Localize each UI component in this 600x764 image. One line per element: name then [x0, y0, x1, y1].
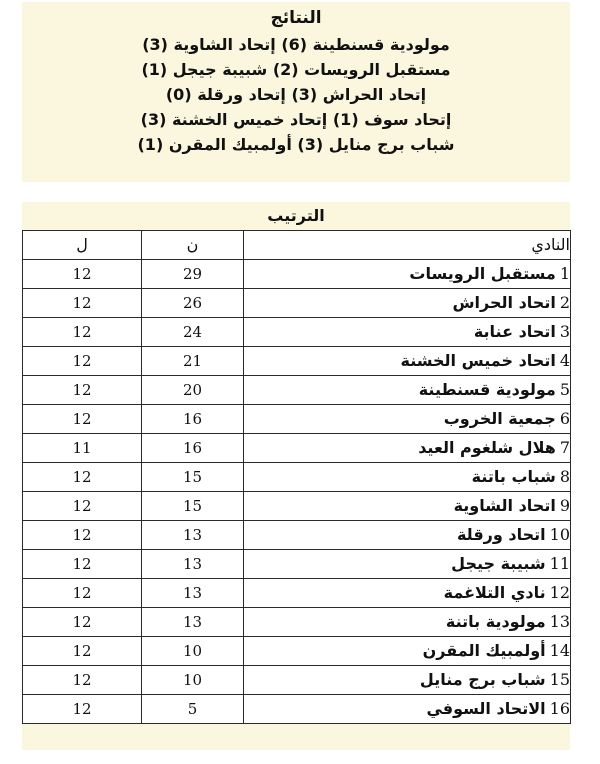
rank-number: 10 [549, 525, 570, 544]
club-cell [244, 289, 571, 318]
played-cell: 12 [23, 666, 142, 695]
rank-number: 7 [559, 438, 570, 457]
points-cell: 16 [142, 434, 244, 463]
club-cell [244, 318, 571, 347]
standings-title: الترتيب [267, 206, 325, 225]
club-name: هلال شلغوم العيد [418, 438, 556, 457]
rank-number: 14 [549, 641, 570, 660]
points-cell: 26 [142, 289, 244, 318]
column-header-points: ن [142, 231, 244, 260]
points-cell: 20 [142, 376, 244, 405]
column-header-club: النادي [244, 231, 571, 260]
table-row [23, 376, 571, 405]
club-cell [244, 463, 571, 492]
club-cell [244, 637, 571, 666]
club-name: جمعية الخروب [443, 409, 556, 428]
table-row [23, 318, 571, 347]
table-row [23, 695, 571, 724]
table-row [23, 289, 571, 318]
points-cell: 10 [142, 637, 244, 666]
points-cell: 13 [142, 521, 244, 550]
rank-number: 9 [559, 496, 570, 515]
points-cell: 24 [142, 318, 244, 347]
results-section [22, 2, 570, 182]
rank-number: 15 [549, 670, 570, 689]
table-row [23, 550, 571, 579]
played-cell: 12 [23, 405, 142, 434]
club-name: شباب برج منايل [419, 670, 546, 689]
club-name: اتحاد عنابة [473, 322, 556, 341]
played-cell: 11 [23, 434, 142, 463]
club-cell [244, 434, 571, 463]
played-cell: 12 [23, 695, 142, 724]
standings-body [23, 260, 571, 724]
rank-number: 1 [559, 264, 570, 283]
points-cell: 15 [142, 492, 244, 521]
points-cell: 15 [142, 463, 244, 492]
column-header-played: ل [23, 231, 142, 260]
table-row [23, 637, 571, 666]
played-cell: 12 [23, 376, 142, 405]
club-cell [244, 579, 571, 608]
rank-number: 13 [549, 612, 570, 631]
played-cell: 12 [23, 550, 142, 579]
points-cell: 13 [142, 608, 244, 637]
club-name: شبيبة جيجل [451, 554, 546, 573]
table-row [23, 666, 571, 695]
rank-number: 6 [559, 409, 570, 428]
results-title: النتائج [270, 8, 322, 28]
result-line: شباب برج منايل (3) أولمبيك المقرن (1) [137, 135, 455, 154]
rank-number: 4 [559, 351, 570, 370]
points-cell: 13 [142, 579, 244, 608]
table-row [23, 521, 571, 550]
played-cell: 12 [23, 579, 142, 608]
points-cell: 5 [142, 695, 244, 724]
points-cell: 13 [142, 550, 244, 579]
played-cell: 12 [23, 347, 142, 376]
rank-number: 11 [549, 554, 570, 573]
club-cell [244, 695, 571, 724]
rank-number: 16 [549, 699, 570, 718]
club-cell [244, 492, 571, 521]
played-cell: 12 [23, 492, 142, 521]
club-cell [244, 376, 571, 405]
table-row [23, 608, 571, 637]
club-cell [244, 260, 571, 289]
club-name: اتحاد ورقلة [456, 525, 546, 544]
table-row [23, 260, 571, 289]
club-name: اتحاد الحراش [452, 293, 556, 312]
club-cell [244, 521, 571, 550]
club-name: نادي التلاغمة [443, 583, 546, 602]
rank-number: 12 [549, 583, 570, 602]
rank-number: 2 [559, 293, 570, 312]
club-name: اتحاد الشاوية [453, 496, 556, 515]
club-cell [244, 347, 571, 376]
club-name: أولمبيك المقرن [422, 641, 546, 660]
points-cell: 16 [142, 405, 244, 434]
rank-number: 3 [559, 322, 570, 341]
points-cell: 21 [142, 347, 244, 376]
result-line: إتحاد الحراش (3) إتحاد ورقلة (0) [165, 85, 427, 104]
club-cell [244, 405, 571, 434]
points-cell: 29 [142, 260, 244, 289]
played-cell: 12 [23, 318, 142, 347]
standings-section [22, 202, 570, 750]
played-cell: 12 [23, 260, 142, 289]
table-row [23, 492, 571, 521]
points-cell: 10 [142, 666, 244, 695]
standings-header-row [23, 231, 571, 260]
club-cell [244, 608, 571, 637]
table-row [23, 347, 571, 376]
rank-number: 5 [559, 380, 570, 399]
played-cell: 12 [23, 637, 142, 666]
played-cell: 12 [23, 608, 142, 637]
club-name: مولودية قسنطينة [418, 380, 556, 399]
table-row [23, 434, 571, 463]
table-row [23, 405, 571, 434]
table-row [23, 463, 571, 492]
played-cell: 12 [23, 521, 142, 550]
club-cell [244, 666, 571, 695]
result-line: مولودية قسنطينة (6) إتحاد الشاوية (3) [142, 35, 450, 54]
standings-table [22, 230, 571, 724]
club-name: اتحاد خميس الخشنة [400, 351, 556, 370]
result-line: إتحاد سوف (1) إتحاد خميس الخشنة (3) [140, 110, 452, 129]
club-name: الاتحاد السوفي [426, 699, 546, 718]
played-cell: 12 [23, 289, 142, 318]
result-line: مستقبل الرويسات (2) شبيبة جيجل (1) [141, 60, 451, 79]
club-name: مستقبل الرويسات [409, 264, 556, 283]
club-name: شباب باتنة [471, 467, 556, 486]
played-cell: 12 [23, 463, 142, 492]
rank-number: 8 [559, 467, 570, 486]
club-name: مولودية باتنة [445, 612, 546, 631]
table-row [23, 579, 571, 608]
results-list [22, 32, 570, 157]
club-cell [244, 550, 571, 579]
